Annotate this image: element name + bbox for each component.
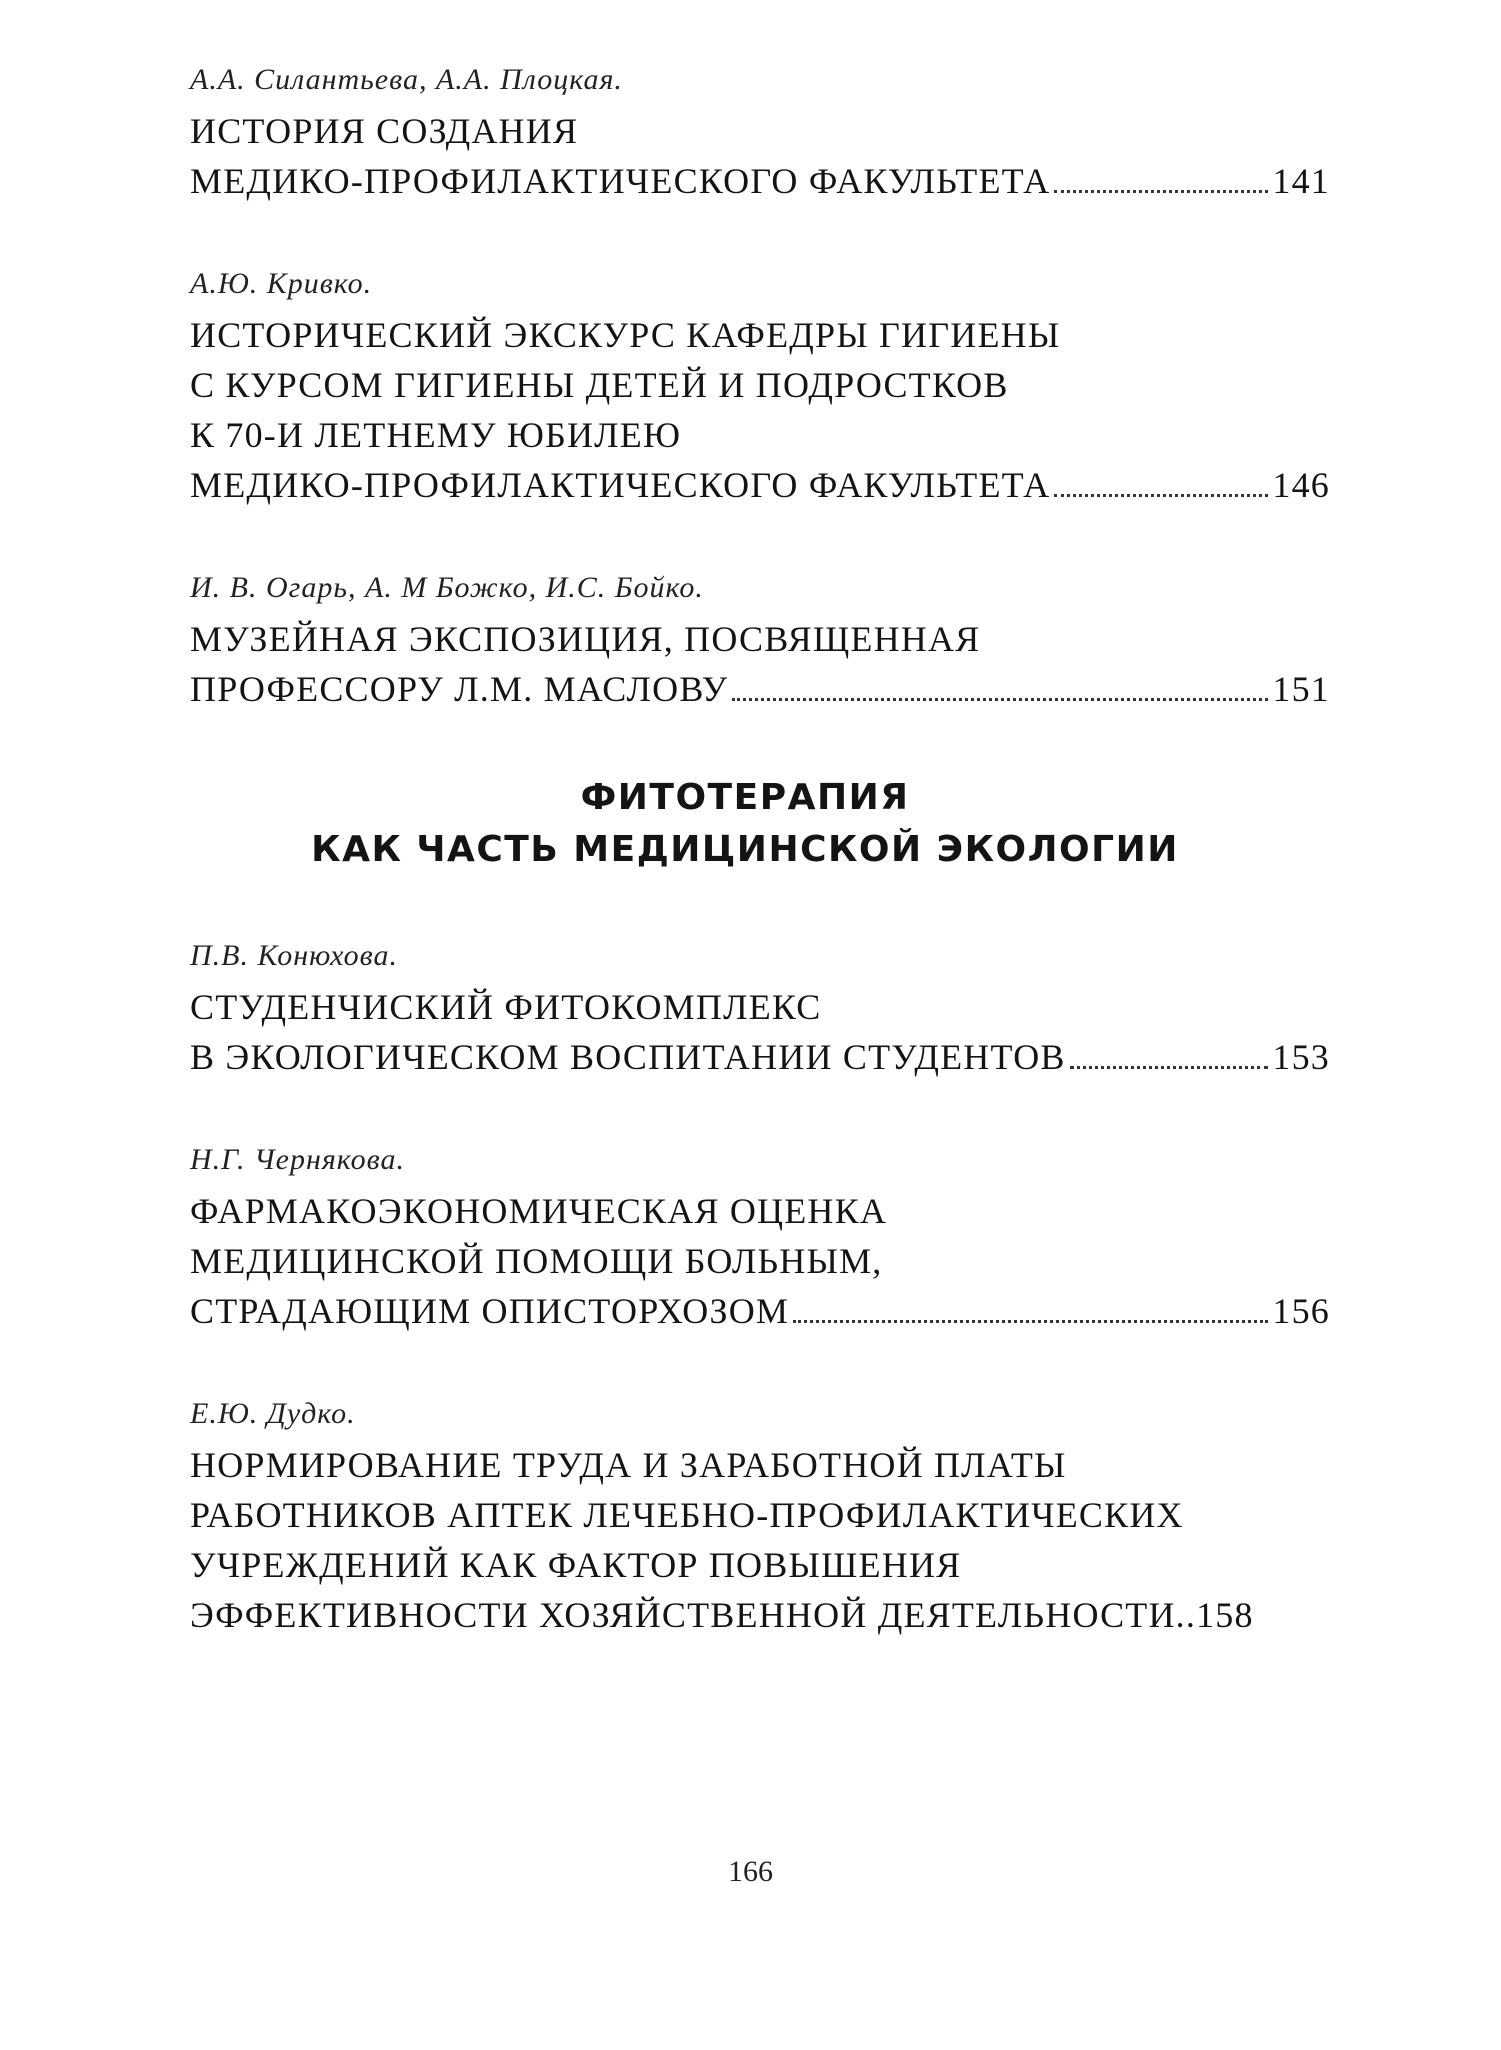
- dot-leader: [732, 698, 1268, 701]
- entry-page-number: 153: [1272, 1037, 1330, 1077]
- dot-leader: [793, 1320, 1268, 1323]
- entry-title-line: ЭФФЕКТИВНОСТИ ХОЗЯЙСТВЕННОЙ ДЕЯТЕЛЬНОСТИ..: [190, 1595, 1197, 1635]
- dot-leader: [1070, 1066, 1269, 1069]
- entry-title-line: НОРМИРОВАНИЕ ТРУДА И ЗАРАБОТНОЙ ПЛАТЫ: [190, 1445, 1067, 1485]
- entry-last-line: [190, 1032, 1330, 1082]
- toc-entry: [190, 1140, 1330, 1336]
- entry-page-number: 141: [1272, 161, 1330, 201]
- entry-last-line: [190, 156, 1330, 206]
- entry-authors: А.Ю. Кривко.: [190, 267, 373, 300]
- entry-last-line: [190, 1590, 1330, 1640]
- entry-page-number: 146: [1272, 465, 1330, 505]
- entry-page-number: 158: [1196, 1595, 1254, 1635]
- entry-authors: Е.Ю. Дудко.: [190, 1397, 356, 1430]
- toc-entry: [190, 264, 1330, 510]
- entry-last-line: [190, 664, 1330, 714]
- entry-title-line: В ЭКОЛОГИЧЕСКОМ ВОСПИТАНИИ СТУДЕНТОВ: [190, 1037, 1066, 1077]
- toc-entry: [190, 568, 1330, 714]
- toc-entry: [190, 936, 1330, 1082]
- entry-title-line: С КУРСОМ ГИГИЕНЫ ДЕТЕЙ И ПОДРОСТКОВ: [190, 365, 1009, 405]
- entry-title-line: ИСТОРИЯ СОЗДАНИЯ: [190, 111, 579, 151]
- toc-page: [190, 60, 1330, 1698]
- entry-authors: П.В. Конюхова.: [190, 939, 398, 972]
- entry-authors: А.А. Силантьева, А.А. Плоцкая.: [190, 63, 623, 96]
- dot-leader: [1054, 190, 1268, 193]
- entry-last-line: [190, 460, 1330, 510]
- entry-title-line: МЕДИКО-ПРОФИЛАКТИЧЕСКОГО ФАКУЛЬТЕТА: [190, 465, 1051, 505]
- toc-entry: [190, 60, 1330, 206]
- entry-title-line: МЕДИЦИНСКОЙ ПОМОЩИ БОЛЬНЫМ,: [190, 1241, 883, 1281]
- entry-title-line: ФАРМАКОЭКОНОМИЧЕСКАЯ ОЦЕНКА: [190, 1191, 888, 1231]
- entry-title-line: УЧРЕЖДЕНИЙ КАК ФАКТОР ПОВЫШЕНИЯ: [190, 1545, 962, 1585]
- entry-last-line: [190, 1286, 1330, 1336]
- entry-authors: И. В. Огарь, А. М Божко, И.С. Бойко.: [190, 571, 704, 604]
- entry-page-number: 156: [1272, 1291, 1330, 1331]
- entry-title-line: К 70-И ЛЕТНЕМУ ЮБИЛЕЮ: [190, 415, 682, 455]
- section-heading: [190, 772, 1330, 876]
- entry-title-line: ПРОФЕССОРУ Л.М. МАСЛОВУ: [190, 669, 729, 709]
- entry-authors: Н.Г. Чернякова.: [190, 1143, 405, 1176]
- entry-title-line: МЕДИКО-ПРОФИЛАКТИЧЕСКОГО ФАКУЛЬТЕТА: [190, 161, 1051, 201]
- toc-entry: [190, 1394, 1330, 1640]
- section-heading-line: ФИТОТЕРАПИЯ: [580, 777, 910, 818]
- entry-page-number: 151: [1272, 669, 1330, 709]
- entry-title-line: ИСТОРИЧЕСКИЙ ЭКСКУРС КАФЕДРЫ ГИГИЕНЫ: [190, 315, 1061, 355]
- dot-leader: [1054, 494, 1268, 497]
- page-number: 166: [728, 1855, 773, 1888]
- entry-title-line: МУЗЕЙНАЯ ЭКСПОЗИЦИЯ, ПОСВЯЩЕННАЯ: [190, 619, 981, 659]
- section-heading-line: КАК ЧАСТЬ МЕДИЦИНСКОЙ ЭКОЛОГИИ: [311, 829, 1179, 870]
- entry-title-line: СТРАДАЮЩИМ ОПИСТОРХОЗОМ: [190, 1291, 790, 1331]
- entry-title-line: РАБОТНИКОВ АПТЕК ЛЕЧЕБНО-ПРОФИЛАКТИЧЕСКИХ: [190, 1495, 1184, 1535]
- entry-title-line: СТУДЕНЧИСКИЙ ФИТОКОМПЛЕКС: [190, 987, 822, 1027]
